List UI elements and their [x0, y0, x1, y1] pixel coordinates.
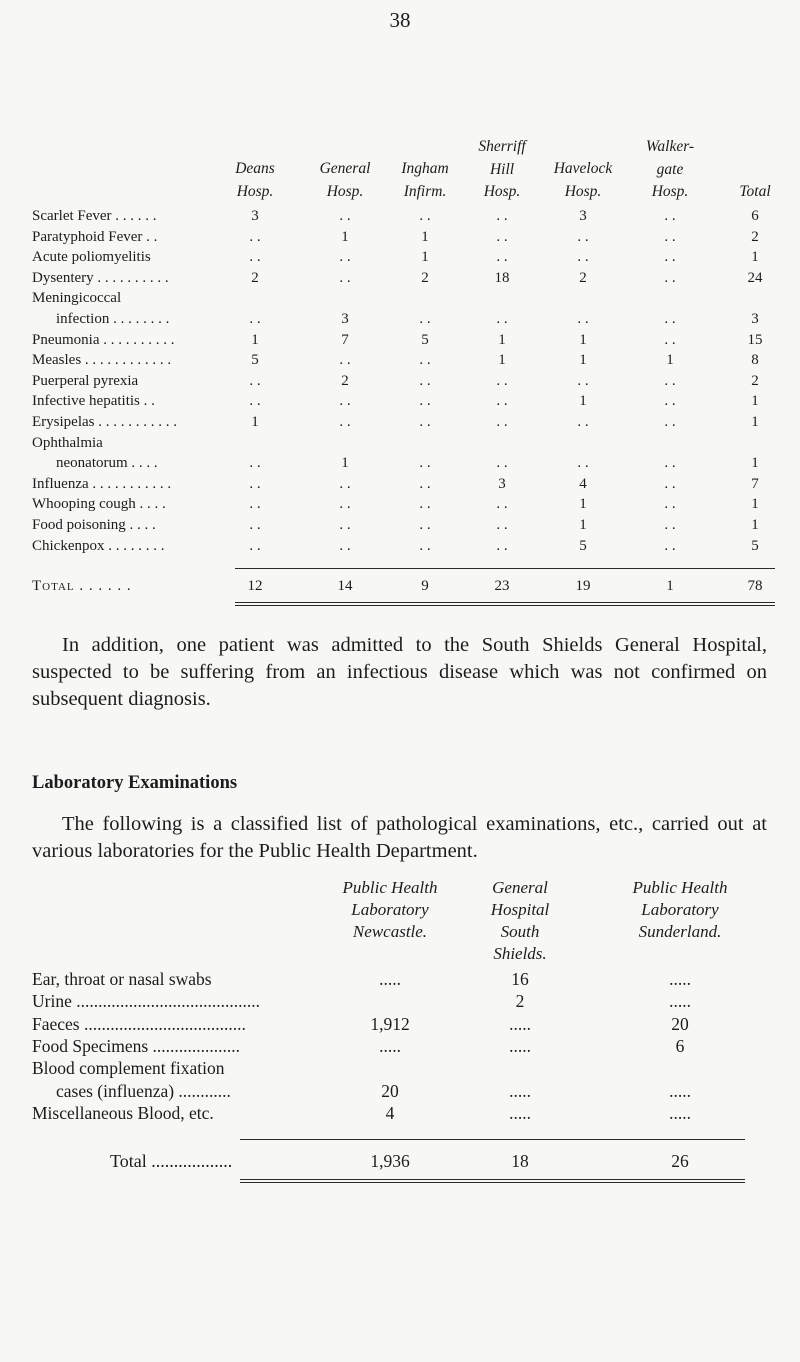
table-cell: . . — [664, 455, 676, 472]
table-cell: 5 — [251, 352, 259, 369]
total-cell: 14 — [337, 578, 353, 595]
lab-cell: ..... — [669, 969, 691, 989]
table-cell: . . — [249, 455, 261, 472]
page-number: 38 — [389, 8, 411, 32]
table-cell: . . — [496, 517, 508, 533]
column-header: Total — [739, 183, 771, 200]
table-cell: . . — [496, 455, 508, 472]
table-cell: . . — [577, 372, 589, 389]
table-cell: 2 — [341, 372, 349, 389]
table-cell: 6 — [751, 208, 759, 224]
table-cell: 1 — [341, 455, 349, 472]
table-cell: . . — [249, 372, 261, 389]
column-header: Hill — [489, 160, 515, 178]
table-cell: . . — [419, 455, 431, 472]
table-cell: . . — [419, 393, 431, 410]
table-cell: . . — [249, 228, 261, 245]
row-label: Food poisoning . . . . — [32, 517, 156, 533]
lab-cell: ..... — [509, 1013, 531, 1034]
column-header: Havelock — [553, 160, 613, 177]
lab-cell: 16 — [511, 969, 529, 989]
table-cell: 3 — [498, 475, 506, 492]
table-cell: . . — [339, 496, 351, 513]
table-cell: . . — [249, 393, 261, 410]
row-label: Whooping cough . . . . — [32, 496, 166, 513]
lab-total-cell: 26 — [671, 1151, 689, 1172]
column-header: General — [319, 160, 371, 177]
lab-column-header: Hospital — [490, 900, 550, 919]
lab-cell: ..... — [509, 1102, 531, 1123]
lab-column-header: Laboratory — [641, 900, 719, 919]
table-cell: 2 — [421, 269, 429, 286]
table-cell: . . — [577, 249, 589, 266]
column-header: Ingham — [401, 160, 449, 177]
row-label: Meningicoccal — [32, 290, 122, 307]
table-cell: 7 — [341, 331, 349, 348]
table-cell: 2 — [251, 269, 259, 286]
lab-row-label: Ear, throat or nasal swabs — [32, 969, 212, 989]
table-cell: . . — [419, 517, 431, 533]
table-cell: 5 — [751, 537, 759, 554]
lab-cell: 6 — [675, 1035, 685, 1056]
lab-cell: ..... — [669, 1102, 691, 1123]
row-label: Erysipelas . . . . . . . . . . . — [32, 414, 177, 430]
table-cell: . . — [419, 475, 431, 492]
table-cell: 1 — [751, 517, 759, 533]
table-cell: . . — [664, 517, 676, 533]
lab-row-label: Urine .......................................... — [32, 991, 260, 1012]
column-header: Hosp. — [651, 183, 689, 200]
row-label: infection . . . . . . . . — [56, 311, 170, 327]
table-cell: . . — [419, 208, 431, 224]
lab-column-header: General — [492, 878, 548, 897]
row-label: Acute poliomyelitis — [32, 249, 151, 266]
column-header: Hosp. — [483, 183, 521, 200]
column-header: Walker- — [645, 138, 695, 155]
table-cell: . . — [496, 249, 508, 266]
table-cell: 1 — [751, 393, 759, 410]
table-cell: 1 — [579, 517, 587, 533]
total-cell: 78 — [747, 578, 763, 595]
lab-column-header: South — [500, 922, 540, 941]
table-cell: . . — [664, 393, 676, 410]
table-cell: . . — [577, 455, 589, 472]
row-label: Measles . . . . . . . . . . . . — [32, 352, 172, 369]
table-cell: . . — [419, 311, 431, 327]
table-cell: . . — [496, 537, 508, 554]
total-cell: 23 — [494, 578, 510, 595]
column-header: Hosp. — [236, 183, 274, 200]
table-cell: . . — [339, 249, 351, 266]
table-cell: . . — [249, 249, 261, 266]
table-cell: . . — [577, 228, 589, 245]
row-label: Infective hepatitis . . — [32, 393, 155, 410]
table-cell: 2 — [751, 228, 759, 245]
lab-column-header: Public Health — [342, 878, 438, 897]
lab-total-cell: 1,936 — [370, 1151, 410, 1172]
table-cell: 1 — [579, 352, 587, 369]
column-header: gate — [656, 160, 684, 178]
lab-cell: ..... — [379, 1035, 401, 1056]
lab-column-header: Laboratory — [351, 900, 429, 919]
lab-cell: 20 — [671, 1013, 689, 1034]
table-cell: . . — [664, 311, 676, 327]
table-cell: . . — [496, 228, 508, 245]
lab-section-heading: Laboratory Examinations — [32, 773, 238, 793]
table-cell: 1 — [498, 331, 506, 348]
lab-double-rule-top — [240, 1179, 745, 1180]
table-cell: 1 — [751, 249, 759, 266]
table-double-rule-top — [235, 602, 775, 603]
table-cell: 1 — [421, 249, 429, 266]
table-cell: 1 — [751, 414, 759, 430]
lab-cell: 1,912 — [370, 1013, 410, 1034]
lab-total-label: Total .................. — [110, 1151, 233, 1172]
column-header: Infirm. — [403, 183, 447, 200]
table-cell: 1 — [341, 228, 349, 245]
table-cell: . . — [419, 414, 431, 430]
table-cell: 1 — [579, 496, 587, 513]
lab-column-header: Public Health — [632, 878, 728, 897]
total-cell: 19 — [575, 578, 591, 595]
table-cell: . . — [419, 372, 431, 389]
row-label: Influenza . . . . . . . . . . . — [32, 475, 172, 492]
lab-cell: 20 — [381, 1080, 399, 1101]
row-label: Puerperal pyrexia — [32, 372, 139, 389]
table-cell: . . — [339, 269, 351, 286]
table-cell: . . — [339, 517, 351, 533]
lab-cell: ..... — [379, 969, 401, 989]
lab-column-header: Newcastle. — [352, 922, 428, 941]
table-cell: . . — [249, 311, 261, 327]
table-cell: . . — [249, 517, 261, 533]
lab-row-label: Miscellaneous Blood, etc. — [32, 1102, 214, 1123]
lab-cell: 2 — [515, 991, 525, 1012]
table-cell: . . — [249, 537, 261, 554]
table-cell: . . — [664, 249, 676, 266]
table-cell: 15 — [747, 331, 763, 348]
table-cell: . . — [664, 372, 676, 389]
table-cell: . . — [419, 352, 431, 369]
table-cell: 1 — [498, 352, 506, 369]
table-cell: 7 — [751, 475, 759, 492]
table-cell: . . — [664, 269, 676, 286]
row-label: Dysentery . . . . . . . . . . — [32, 269, 169, 286]
table-cell: . . — [339, 352, 351, 369]
table-cell: 3 — [751, 311, 759, 327]
lab-intro-paragraph: The following is a classified list of pathological examinations, etc., carried out at various laboratories for the Public Health Department. — [32, 813, 767, 862]
table-cell: 2 — [751, 372, 759, 389]
table-cell: 5 — [579, 537, 587, 554]
row-label: Chickenpox . . . . . . . . — [32, 537, 165, 554]
row-label: Scarlet Fever . . . . . . — [32, 208, 157, 224]
table-cell: 1 — [751, 455, 759, 472]
table-double-rule-bottom — [235, 605, 775, 606]
lab-cell: ..... — [669, 991, 691, 1012]
lab-row-label: Food Specimens .................... — [32, 1035, 241, 1056]
column-header: Deans — [235, 160, 275, 177]
lab-row-label: Faeces ..................................... — [32, 1013, 246, 1034]
table-cell: 1 — [579, 393, 587, 410]
total-row-label: Total . . . . . . — [32, 578, 132, 595]
total-cell: 9 — [421, 578, 429, 595]
table-cell: 1 — [751, 496, 759, 513]
table-cell: 1 — [251, 331, 259, 348]
row-label: Paratyphoid Fever . . — [32, 228, 158, 245]
table-cell: . . — [496, 208, 508, 224]
total-cell: 12 — [247, 578, 263, 595]
table-cell: . . — [419, 537, 431, 554]
table-cell: 24 — [747, 269, 763, 286]
lab-column-header: Sunderland. — [638, 922, 722, 941]
table-cell: . . — [664, 496, 676, 513]
column-header: Sherriff — [478, 138, 526, 155]
addition-note: In addition, one patient was admitted to the South Shields General Hospital, suspected to be suffering from an infectious disease which was not confirmed on subsequent diagnosis. — [32, 634, 767, 711]
table-cell: . . — [496, 496, 508, 513]
table-cell: . . — [496, 372, 508, 389]
table-cell: . . — [249, 475, 261, 492]
lab-row-label: Blood complement fixation — [32, 1058, 225, 1079]
column-header: Hosp. — [326, 183, 364, 200]
table-cell: . . — [339, 414, 351, 430]
lab-table-rule — [240, 1139, 745, 1140]
table-cell: . . — [664, 414, 676, 430]
lab-column-header: Shields. — [493, 944, 547, 963]
lab-row-label: cases (influenza) ............ — [56, 1080, 231, 1101]
table-cell: 2 — [579, 269, 587, 286]
table-cell: 18 — [494, 269, 510, 286]
lab-double-rule-bottom — [240, 1182, 745, 1183]
lab-total-cell: 18 — [511, 1151, 529, 1172]
table-cell: 3 — [579, 208, 587, 224]
table-cell: . . — [664, 331, 676, 348]
table-cell: . . — [419, 496, 431, 513]
row-label: Pneumonia . . . . . . . . . . — [32, 331, 175, 348]
table-cell: 3 — [341, 311, 349, 327]
table-cell: 1 — [579, 331, 587, 348]
table-cell: . . — [496, 414, 508, 430]
table-cell: . . — [339, 208, 351, 224]
table-cell: . . — [664, 228, 676, 245]
table-cell: . . — [577, 311, 589, 327]
row-label: neonatorum . . . . — [56, 455, 158, 472]
table-cell: 5 — [421, 331, 429, 348]
table-cell: 1 — [251, 414, 259, 430]
table-cell: . . — [496, 311, 508, 327]
table-cell: 8 — [751, 352, 759, 369]
lab-cell: ..... — [509, 1080, 531, 1101]
table-rule — [235, 568, 775, 569]
table-cell: . . — [339, 393, 351, 410]
table-cell: 3 — [251, 208, 259, 224]
table-cell: . . — [249, 496, 261, 513]
table-cell: . . — [577, 414, 589, 430]
table-cell: . . — [339, 537, 351, 554]
table-cell: . . — [664, 208, 676, 224]
total-cell: 1 — [666, 578, 674, 595]
table-cell: 4 — [579, 475, 587, 492]
lab-cell: ..... — [669, 1080, 691, 1101]
table-cell: . . — [339, 475, 351, 492]
row-label: Ophthalmia — [32, 434, 103, 451]
column-header: Hosp. — [564, 183, 602, 200]
table-cell: . . — [664, 475, 676, 492]
table-cell: 1 — [666, 352, 674, 369]
lab-cell: ..... — [509, 1035, 531, 1056]
table-cell: . . — [664, 537, 676, 554]
lab-cell: 4 — [385, 1102, 395, 1123]
table-cell: . . — [496, 393, 508, 410]
table-cell: 1 — [421, 228, 429, 245]
